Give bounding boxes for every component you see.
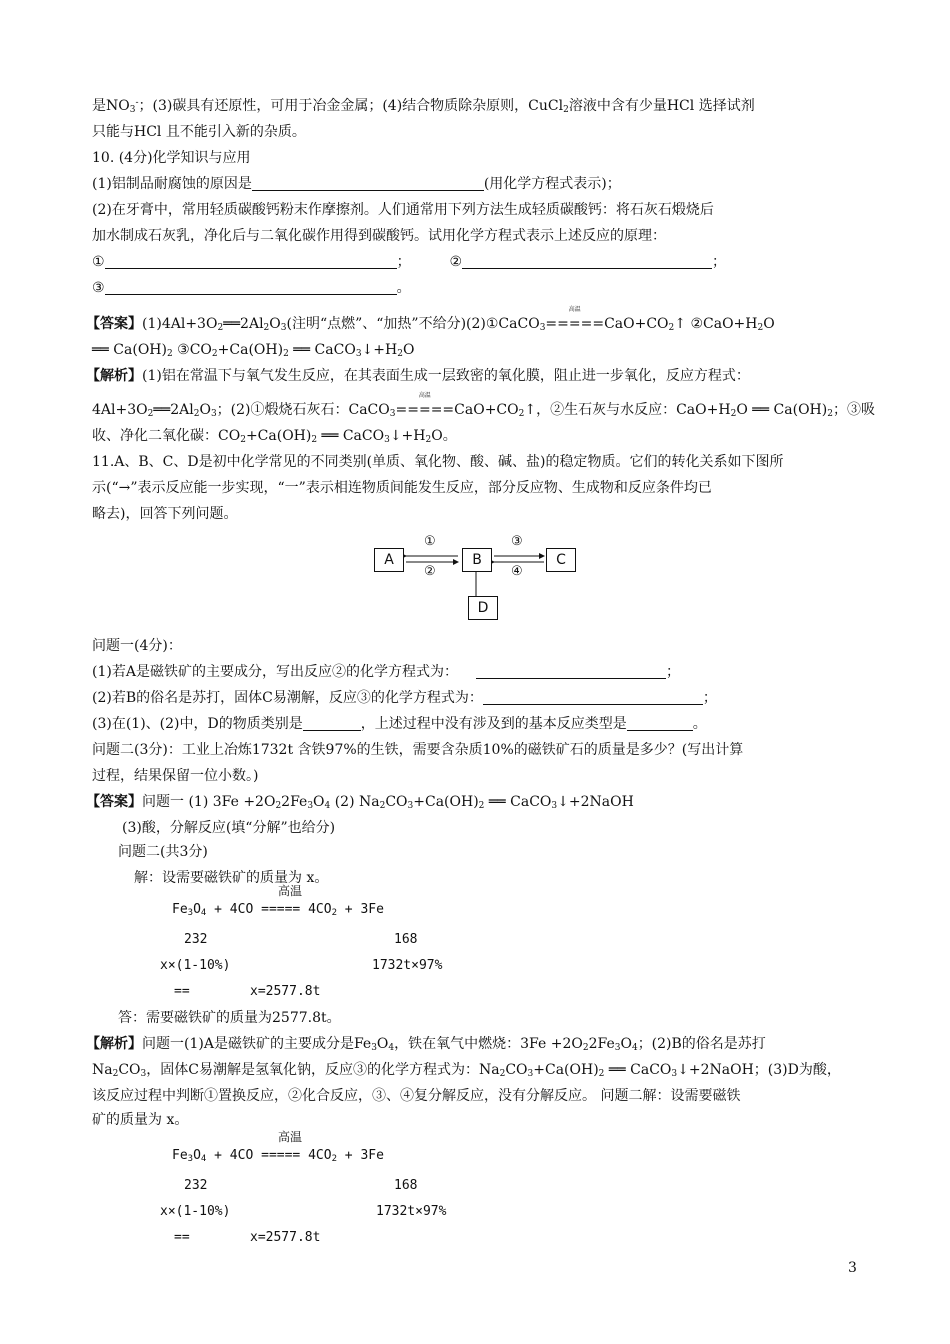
calc2-ratio-left: x×(1-10%) [160,1204,231,1219]
node-b: B [462,548,492,572]
q11-analysis-line2: $Na_2CO_3$，固体C易潮解是氢氧化钠，反应③的化学方程式为：$Na_2CO_3+Ca(OH)_2$ ══ CaCO$_3$↓+2NaOH；(3)D为酸， [92,1062,841,1079]
node-d: D [468,596,498,620]
calc2-eq: == [174,1230,190,1245]
q11-part2-line2: 过程，结果保留一位小数。) [92,768,259,784]
reaction-label-2: ② [424,564,436,579]
calc1-mass-fe3o4: 232 [184,932,208,947]
answer-blank[interactable] [105,280,397,295]
intro-line-2: 只能与HCl 且不能引入新的杂质。 [92,124,306,140]
q11-answer-line3: 问题二(共3分) [118,844,208,860]
calc2-result: x=2577.8t [250,1230,321,1245]
calc2-condition: 高温 [278,1130,303,1144]
answer-blank[interactable] [462,254,712,269]
answer-blank[interactable] [105,254,397,269]
q11-part2-line1: 问题二(3分)：工业上冶炼1732t 含铁97%的生铁，需要含杂质10%的磁铁矿石的质量是多少？(写出计算 [92,742,744,758]
q10-title: 10. (4分)化学知识与应用 [92,150,251,166]
calc1-mass-fe: 168 [394,932,418,947]
calc1-ratio-left: x×(1-10%) [160,958,231,973]
node-c: C [546,548,576,572]
calc1-result: x=2577.8t [250,984,321,999]
q10-analysis-line1: 【解析】(1)铝在常温下与氧气发生反应，在其表面生成一层致密的氧化膜，阻止进一步氧化，反应方程式： [86,368,750,384]
q11-stem-line3: 略去)，回答下列问题。 [92,506,238,522]
q10-answer-line2: ══ $Ca(OH)_2$ $③CO_2+Ca(OH)_2$ ══ $CaCO_3↓+H_2O$ [92,342,415,359]
calc1-equation: $Fe_3O_4 + 4CO$ ===== $4CO_2 + 3Fe$ [172,902,384,918]
q10-analysis-line3: 收、净化二氧化碳：$CO_2+Ca(OH)_2$ ══ $CaCO_3↓+H_2O$。 [92,428,457,445]
q11-answer-line2: (3)酸，分解反应(填“分解”也给分) [122,820,336,836]
calc1-condition: 高温 [278,884,303,898]
q10-blanks-row2: ③ 。 [92,280,411,296]
q11-analysis-line4: 矿的质量为 x。 [92,1112,189,1128]
q11-answer-line4: 解：设需要磁铁矿的质量为 x。 [134,870,329,886]
answer-blank[interactable] [303,716,361,731]
calc2-equation: $Fe_3O_4 + 4CO$ ===== $4CO_2 + 3Fe$ [172,1148,384,1164]
q10-answer-line1: 【答案】$(1)4Al+3O_2══2Al_2O_3$(注明“点燃”、“加热”不给分)(2)①CaCO$_3$ 高温 $=====CaO+CO_2↑$ $②CaO+H_2O$ [86,306,775,333]
answer-blank[interactable] [627,716,693,731]
relation-diagram [370,528,590,624]
q11-analysis-line3: 该反应过程中判断①置换反应，②化合反应，③、④复分解反应，没有分解反应。 问题二解：设需要磁铁 [92,1088,741,1104]
calc2-mass-fe: 168 [394,1178,418,1193]
reaction-label-4: ④ [511,564,523,579]
q11-analysis-line1: 【解析】问题一(1)A是磁铁矿的主要成分是$Fe_3O_4$，铁在氧气中燃烧：$3Fe +2O_22Fe_3O_4$；(2)B的俗名是苏打 [86,1036,766,1053]
q11-answer-line1: 【答案】问题一 (1) $3Fe +2O_22Fe_3O_4$ (2) $Na_2CO_3+Ca(OH)_2$ ══ CaCO$_3$↓+2NaOH [86,794,634,811]
answer-blank[interactable] [252,176,484,191]
calc1-eq: == [174,984,190,999]
calc1-ratio-right: 1732t×97% [372,958,443,973]
reaction-label-3: ③ [511,534,523,549]
q10-part1: (1)铝制品耐腐蚀的原因是 (用化学方程式表示)； [92,176,621,192]
q10-analysis-line2: $4Al+3O_2══2Al_2O_3$；(2)①煅烧石灰石：CaCO$_3$ 高温 $=====CaO+CO_2↑$，②生石灰与水反应：$CaO+H_2O$ ══ $Ca(OH)_2$；③吸 [92,392,875,419]
reaction-label-1: ① [424,534,436,549]
q11-part1-q1: (1)若A是磁铁矿的主要成分，写出反应②的化学方程式为： ； [92,664,680,680]
answer-blank[interactable] [483,690,703,705]
q11-stem-line1: 11.A、B、C、D是初中化学常见的不同类别(单质、氧化物、酸、碱、盐)的稳定物质。它们的转化关系如下图所 [92,454,784,470]
q11-answer-final: 答：需要磁铁矿的质量为2577.8t。 [118,1010,341,1026]
q11-stem-line2: 示(“→”表示反应能一步实现，“一”表示相连物质间能发生反应，部分反应物、生成物和反应条件均已 [92,480,712,496]
q11-part1-title: 问题一(4分)： [92,638,182,654]
page-number: 3 [848,1260,857,1276]
intro-line-1: 是$NO_3^-$；(3)碳具有还原性，可用于冶金金属；(4)结合物质除杂原则，CuCl$_2$溶液中含有少量HCl 选择试剂 [92,98,755,115]
q10-blanks-row1: ① ； ② ； [92,254,727,270]
node-a: A [374,548,404,572]
q11-part1-q3: (3)在(1)、(2)中，D的物质类别是 ，上述过程中没有涉及到的基本反应类型是 。 [92,716,707,732]
q11-part1-q2: (2)若B的俗名是苏打，固体C易潮解，反应③的化学方程式为： ； [92,690,717,706]
q10-part2-line1: (2)在牙膏中，常用轻质碳酸钙粉末作摩擦剂。人们通常用下列方法生成轻质碳酸钙：将石灰石煅烧后 [92,202,714,218]
calc2-ratio-right: 1732t×97% [376,1204,447,1219]
answer-blank[interactable] [476,664,666,679]
q10-part2-line2: 加水制成石灰乳，净化后与二氧化碳作用得到碳酸钙。试用化学方程式表示上述反应的原理： [92,228,666,244]
calc2-mass-fe3o4: 232 [184,1178,208,1193]
